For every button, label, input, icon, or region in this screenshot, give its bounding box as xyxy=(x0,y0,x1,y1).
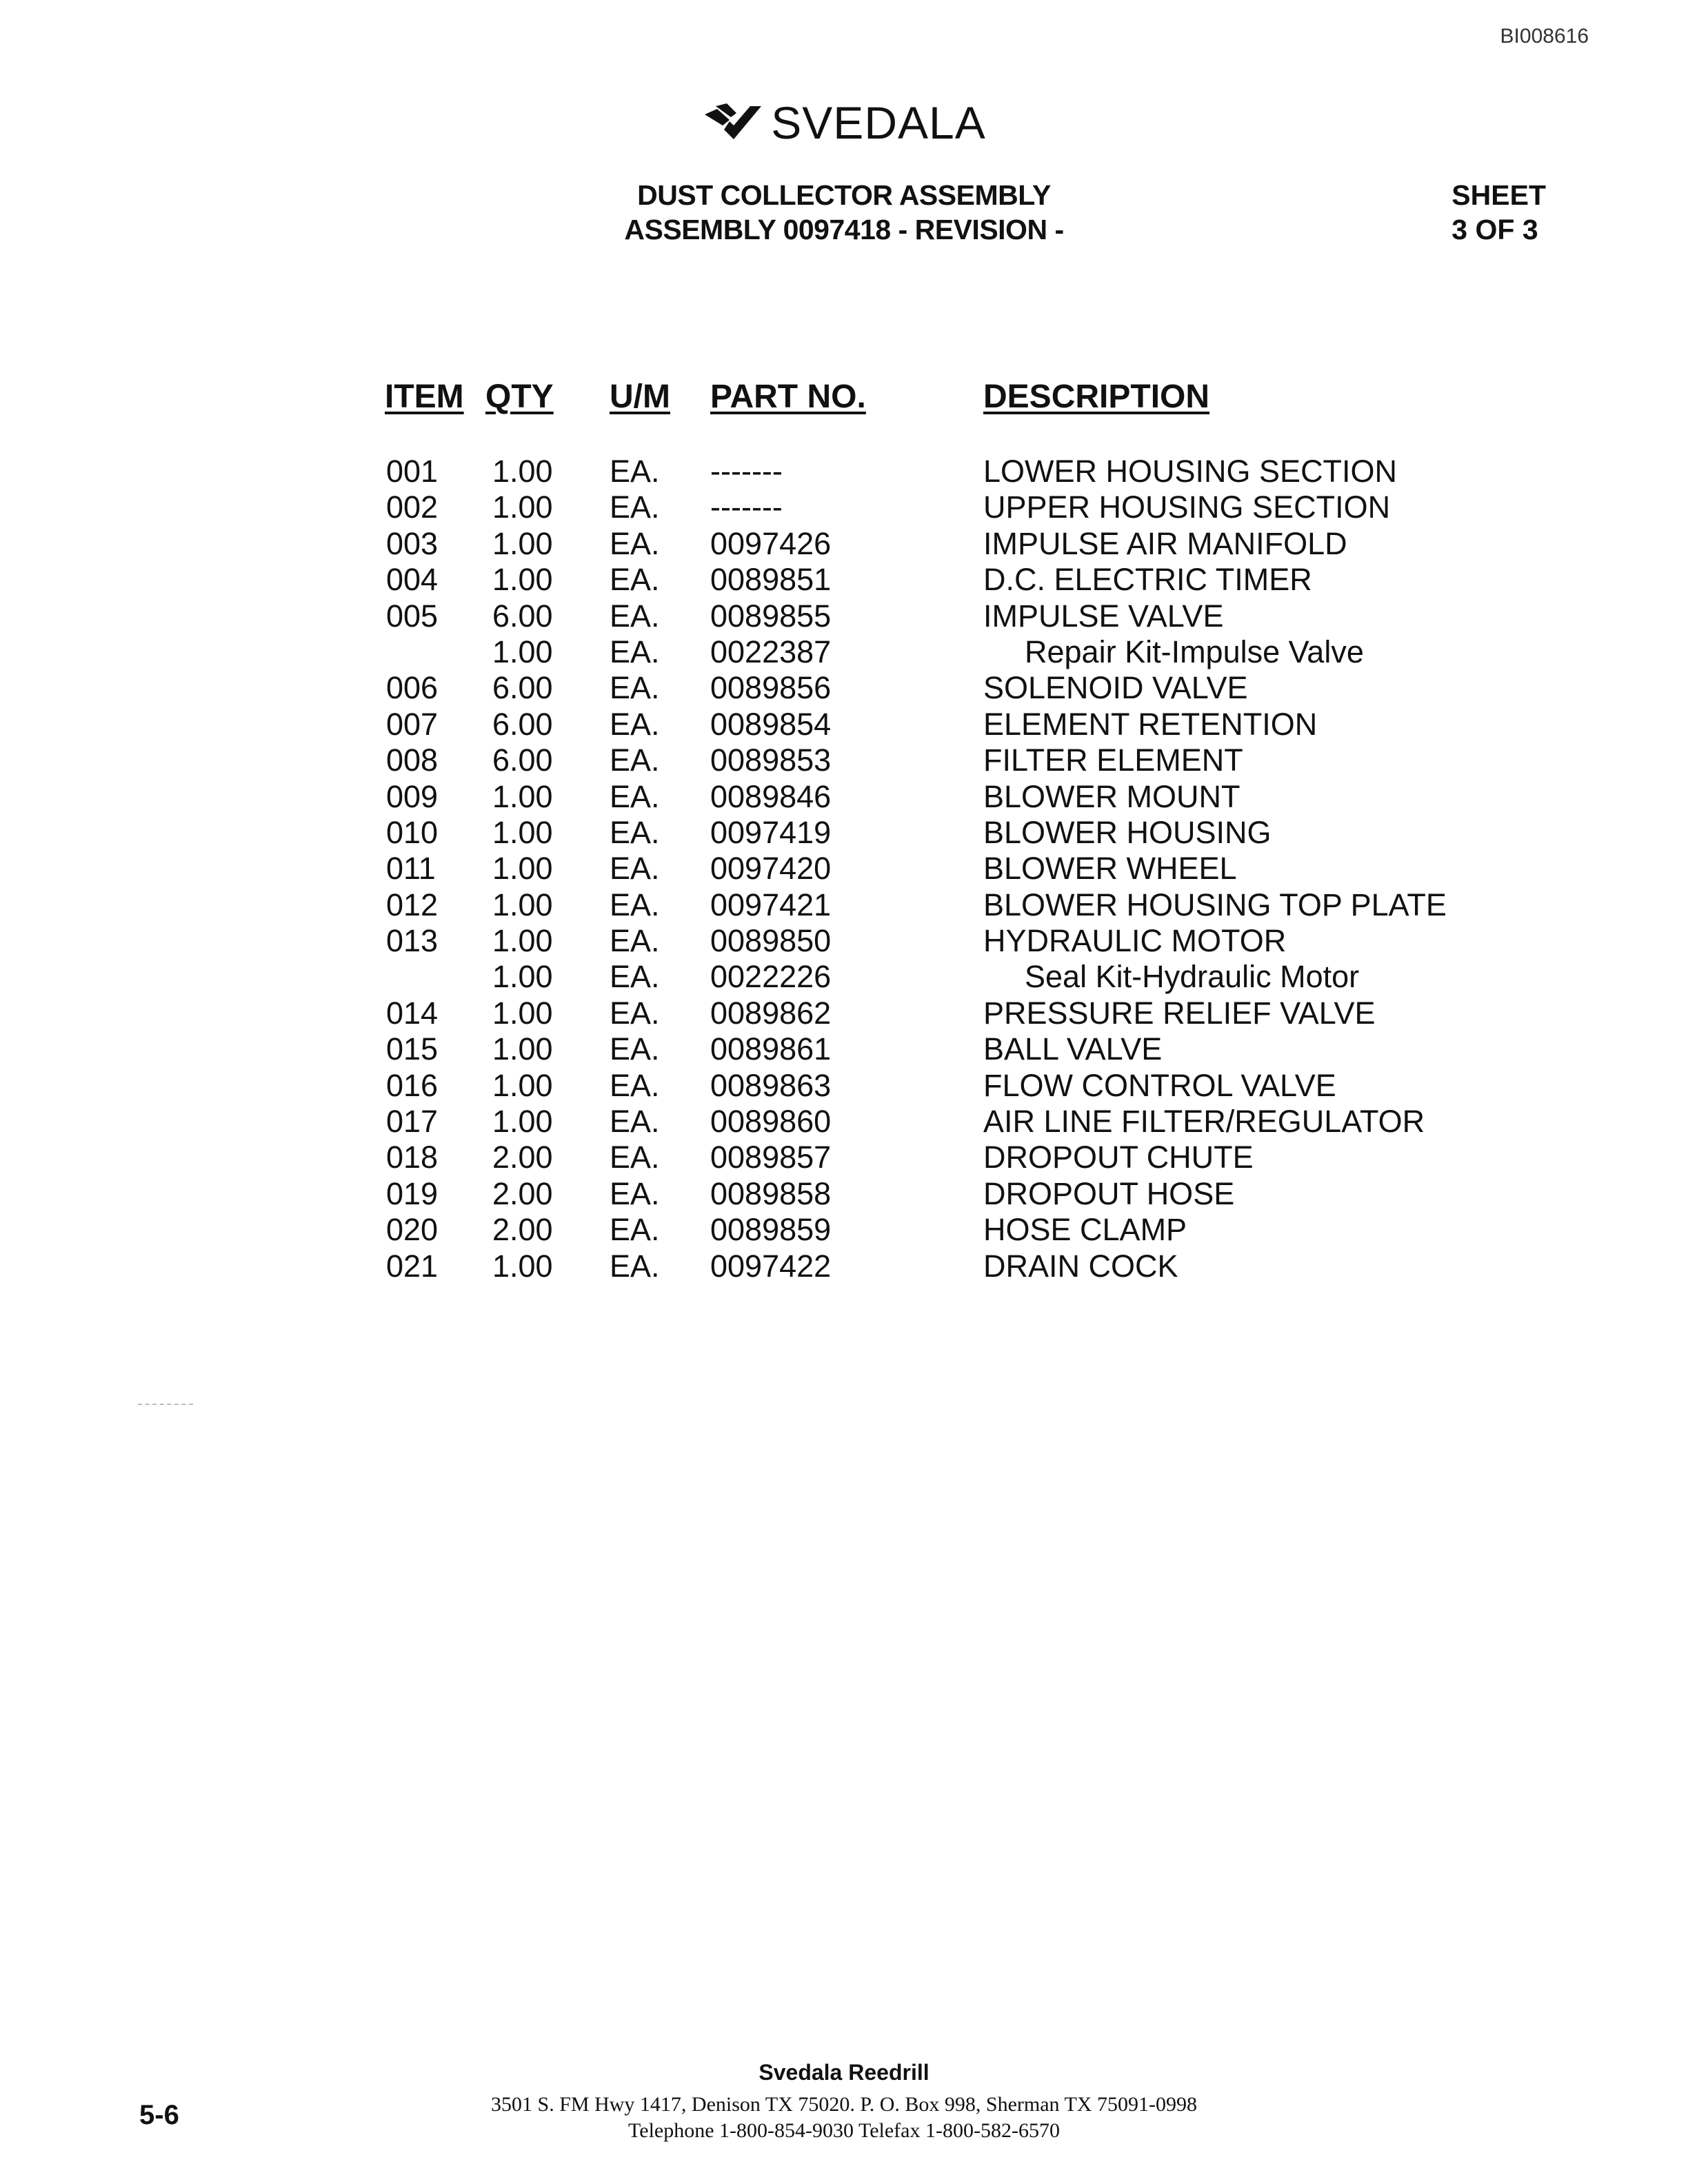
cell-item: 021 xyxy=(386,1248,439,1284)
table-row xyxy=(0,923,1688,959)
cell-part-no: ------- xyxy=(710,489,783,525)
cell-description: BLOWER MOUNT xyxy=(983,778,1240,814)
cell-description: SOLENOID VALVE xyxy=(983,670,1248,706)
parts-table-header xyxy=(0,378,1688,419)
cell-qty: 2.00 xyxy=(492,1140,553,1175)
table-row xyxy=(0,454,1688,489)
cell-part-no: 0089853 xyxy=(710,742,832,778)
parts-table xyxy=(0,454,1688,1284)
header-part-no: PART NO. xyxy=(710,378,866,415)
cell-qty: 1.00 xyxy=(492,562,553,598)
table-row xyxy=(0,489,1688,525)
table-row xyxy=(0,815,1688,851)
header-description: DESCRIPTION xyxy=(983,378,1210,415)
table-row xyxy=(0,1212,1688,1248)
cell-um: EA. xyxy=(610,959,660,995)
cell-item: 012 xyxy=(386,887,439,922)
cell-description: Seal Kit-Hydraulic Motor xyxy=(1025,959,1360,995)
cell-um: EA. xyxy=(610,489,660,525)
cell-part-no: 0089846 xyxy=(710,778,832,814)
table-row xyxy=(0,779,1688,815)
cell-description: HOSE CLAMP xyxy=(983,1212,1187,1248)
table-row xyxy=(0,1248,1688,1284)
cell-description: IMPULSE VALVE xyxy=(983,598,1224,634)
cell-um: EA. xyxy=(610,1104,660,1140)
cell-description: IMPULSE AIR MANIFOLD xyxy=(983,525,1347,561)
cell-part-no: 0022226 xyxy=(710,959,832,995)
cell-item: 020 xyxy=(386,1212,439,1248)
scan-edge-mark xyxy=(138,1404,193,1405)
table-row xyxy=(0,1068,1688,1104)
cell-part-no: 0097419 xyxy=(710,814,832,850)
cell-qty: 1.00 xyxy=(492,1031,553,1067)
table-row xyxy=(0,742,1688,778)
cell-um: EA. xyxy=(610,454,660,489)
cell-part-no: 0089854 xyxy=(710,706,832,742)
cell-item: 014 xyxy=(386,995,439,1031)
table-row xyxy=(0,707,1688,742)
cell-item: 017 xyxy=(386,1104,439,1140)
cell-qty: 1.00 xyxy=(492,525,553,561)
table-row xyxy=(0,851,1688,887)
cell-item: 006 xyxy=(386,670,439,706)
cell-part-no: 0089851 xyxy=(710,562,832,598)
cell-qty: 6.00 xyxy=(492,742,553,778)
table-row xyxy=(0,598,1688,634)
cell-part-no: 0022387 xyxy=(710,634,832,669)
cell-description: UPPER HOUSING SECTION xyxy=(983,489,1391,525)
cell-description: PRESSURE RELIEF VALVE xyxy=(983,995,1376,1031)
sheet-number: 3 OF 3 xyxy=(1451,214,1538,245)
cell-qty: 2.00 xyxy=(492,1212,553,1248)
cell-qty: 1.00 xyxy=(492,959,553,995)
cell-qty: 1.00 xyxy=(492,995,553,1031)
cell-qty: 1.00 xyxy=(492,489,553,525)
footer-address-line-1: 3501 S. FM Hwy 1417, Denison TX 75020. P. O. Box 998, Sherman TX 75091-0998 xyxy=(491,2093,1197,2116)
footer-address xyxy=(0,2092,1688,2144)
cell-qty: 2.00 xyxy=(492,1175,553,1211)
cell-description: D.C. ELECTRIC TIMER xyxy=(983,562,1312,598)
document-id: BI008616 xyxy=(1500,25,1589,48)
logo xyxy=(0,97,1688,149)
cell-part-no: 0089863 xyxy=(710,1067,832,1103)
cell-description: AIR LINE FILTER/REGULATOR xyxy=(983,1104,1425,1140)
cell-qty: 1.00 xyxy=(492,778,553,814)
cell-item: 002 xyxy=(386,489,439,525)
cell-part-no: 0097421 xyxy=(710,887,832,922)
cell-item: 016 xyxy=(386,1067,439,1103)
cell-part-no: ------- xyxy=(710,454,783,489)
document-title xyxy=(0,178,1688,247)
title-line-1: DUST COLLECTOR ASSEMBLY xyxy=(637,179,1051,211)
cell-item: 007 xyxy=(386,706,439,742)
cell-um: EA. xyxy=(610,1248,660,1284)
cell-description: BLOWER HOUSING TOP PLATE xyxy=(983,887,1447,922)
cell-um: EA. xyxy=(610,887,660,922)
cell-um: EA. xyxy=(610,706,660,742)
cell-item: 015 xyxy=(386,1031,439,1067)
cell-um: EA. xyxy=(610,1031,660,1067)
cell-description: BLOWER WHEEL xyxy=(983,851,1237,887)
cell-um: EA. xyxy=(610,1067,660,1103)
cell-part-no: 0089858 xyxy=(710,1175,832,1211)
page-number: 5-6 xyxy=(139,2100,179,2130)
header-item: ITEM xyxy=(385,378,464,415)
cell-item: 019 xyxy=(386,1175,439,1211)
table-row-subitem xyxy=(0,634,1688,670)
cell-qty: 6.00 xyxy=(492,670,553,706)
table-row xyxy=(0,562,1688,598)
header-um: U/M xyxy=(610,378,670,415)
cell-part-no: 0089850 xyxy=(710,923,832,959)
cell-description: BALL VALVE xyxy=(983,1031,1163,1067)
cell-um: EA. xyxy=(610,598,660,634)
cell-um: EA. xyxy=(610,995,660,1031)
cell-um: EA. xyxy=(610,670,660,706)
logo-text: SVEDALA xyxy=(771,97,986,148)
cell-item: 018 xyxy=(386,1140,439,1175)
cell-part-no: 0097426 xyxy=(710,525,832,561)
cell-qty: 1.00 xyxy=(492,887,553,922)
table-row-subitem xyxy=(0,959,1688,995)
cell-item: 001 xyxy=(386,454,439,489)
cell-description: FILTER ELEMENT xyxy=(983,742,1243,778)
cell-description: DROPOUT HOSE xyxy=(983,1175,1235,1211)
cell-part-no: 0097420 xyxy=(710,851,832,887)
cell-item: 010 xyxy=(386,814,439,850)
cell-item: 005 xyxy=(386,598,439,634)
table-row xyxy=(0,1104,1688,1140)
cell-part-no: 0089857 xyxy=(710,1140,832,1175)
cell-qty: 1.00 xyxy=(492,1248,553,1284)
footer-company: Svedala Reedrill xyxy=(758,2060,930,2085)
cell-um: EA. xyxy=(610,923,660,959)
sheet-label: SHEET xyxy=(1451,179,1546,211)
cell-um: EA. xyxy=(610,562,660,598)
cell-qty: 1.00 xyxy=(492,634,553,669)
svedala-logo-icon xyxy=(702,102,764,143)
cell-um: EA. xyxy=(610,1140,660,1175)
cell-item: 011 xyxy=(386,851,436,887)
cell-um: EA. xyxy=(610,1175,660,1211)
cell-qty: 1.00 xyxy=(492,454,553,489)
sheet-indicator xyxy=(1451,178,1546,247)
cell-part-no: 0089860 xyxy=(710,1104,832,1140)
table-row xyxy=(0,670,1688,706)
cell-description: FLOW CONTROL VALVE xyxy=(983,1067,1336,1103)
cell-qty: 6.00 xyxy=(492,706,553,742)
table-row xyxy=(0,526,1688,562)
cell-um: EA. xyxy=(610,814,660,850)
cell-um: EA. xyxy=(610,742,660,778)
cell-qty: 1.00 xyxy=(492,814,553,850)
cell-item: 004 xyxy=(386,562,439,598)
cell-description: DROPOUT CHUTE xyxy=(983,1140,1254,1175)
cell-description: BLOWER HOUSING xyxy=(983,814,1272,850)
cell-part-no: 0089856 xyxy=(710,670,832,706)
cell-qty: 1.00 xyxy=(492,851,553,887)
cell-item: 013 xyxy=(386,923,439,959)
cell-qty: 6.00 xyxy=(492,598,553,634)
cell-description: LOWER HOUSING SECTION xyxy=(983,454,1398,489)
cell-um: EA. xyxy=(610,1212,660,1248)
cell-um: EA. xyxy=(610,851,660,887)
table-row xyxy=(0,1031,1688,1067)
cell-part-no: 0089862 xyxy=(710,995,832,1031)
header-qty: QTY xyxy=(485,378,554,415)
cell-item: 003 xyxy=(386,525,439,561)
cell-part-no: 0097422 xyxy=(710,1248,832,1284)
footer-address-line-2: Telephone 1-800-854-9030 Telefax 1-800-582-6570 xyxy=(628,2119,1060,2142)
cell-description: ELEMENT RETENTION xyxy=(983,706,1318,742)
cell-qty: 1.00 xyxy=(492,1104,553,1140)
cell-um: EA. xyxy=(610,525,660,561)
cell-description: Repair Kit-Impulse Valve xyxy=(1025,634,1364,669)
cell-description: DRAIN COCK xyxy=(983,1248,1178,1284)
cell-um: EA. xyxy=(610,778,660,814)
table-row xyxy=(0,887,1688,923)
table-row xyxy=(0,1176,1688,1212)
cell-part-no: 0089855 xyxy=(710,598,832,634)
cell-qty: 1.00 xyxy=(492,923,553,959)
cell-item: 009 xyxy=(386,778,439,814)
cell-qty: 1.00 xyxy=(492,1067,553,1103)
title-line-2: ASSEMBLY 0097418 - REVISION - xyxy=(624,214,1064,245)
cell-part-no: 0089861 xyxy=(710,1031,832,1067)
cell-description: HYDRAULIC MOTOR xyxy=(983,923,1287,959)
table-row xyxy=(0,1140,1688,1175)
cell-part-no: 0089859 xyxy=(710,1212,832,1248)
cell-item: 008 xyxy=(386,742,439,778)
table-row xyxy=(0,995,1688,1031)
cell-um: EA. xyxy=(610,634,660,669)
